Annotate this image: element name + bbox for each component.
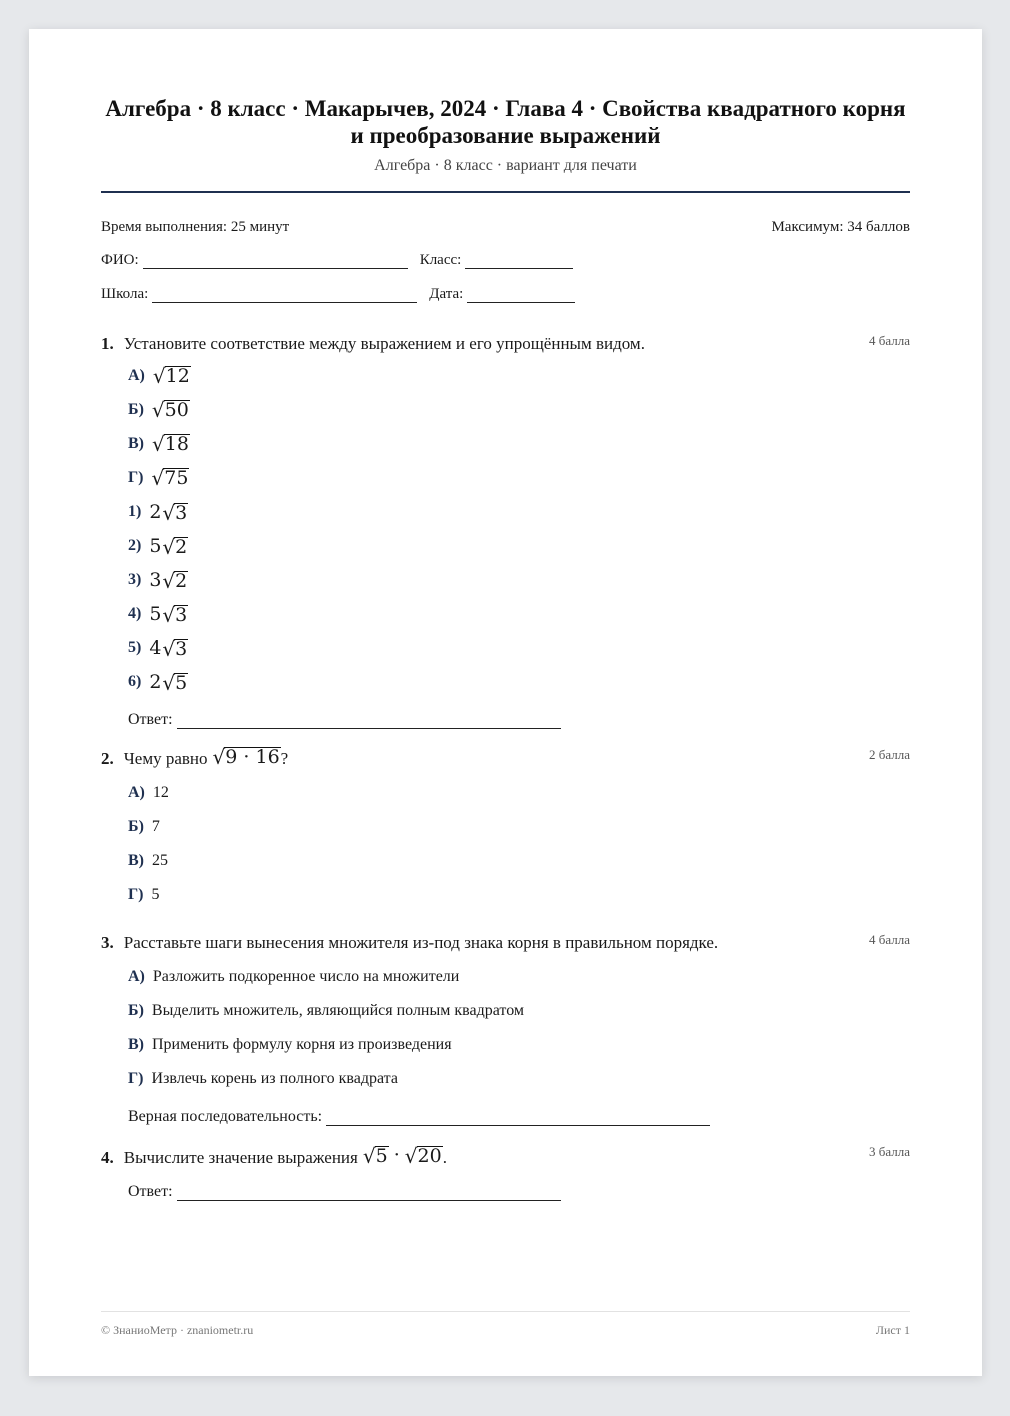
q1-option-2[interactable] bbox=[128, 529, 910, 563]
sqrt-expression: √ 75 bbox=[151, 466, 189, 490]
question-number: 3. bbox=[101, 933, 114, 952]
sqrt-expression: √ 3 bbox=[162, 501, 188, 525]
coefficient: 2 bbox=[149, 671, 162, 693]
option-label: 3) bbox=[128, 571, 142, 588]
q1-option-g[interactable] bbox=[128, 461, 910, 495]
question-points: 2 балла bbox=[869, 747, 910, 762]
radicand: 5 bbox=[175, 672, 188, 694]
question-text-end: . bbox=[442, 1148, 447, 1167]
worksheet-page bbox=[29, 29, 982, 1376]
q3-option-g[interactable] bbox=[128, 1062, 910, 1096]
q3-option-v[interactable] bbox=[128, 1028, 910, 1062]
date-label: Дата: bbox=[429, 286, 464, 302]
q4-answer-row bbox=[128, 1171, 910, 1201]
footer-sheet-number: Лист 1 bbox=[875, 1323, 910, 1337]
class-field[interactable] bbox=[465, 254, 573, 269]
radicand: 18 bbox=[164, 433, 189, 455]
option-label: 4) bbox=[128, 605, 142, 622]
option-label: 1) bbox=[128, 503, 142, 520]
coefficient: 4 bbox=[149, 637, 162, 659]
question-points: 4 балла bbox=[869, 932, 910, 947]
q1-option-v[interactable] bbox=[128, 427, 910, 461]
coefficient: 3 bbox=[149, 569, 162, 591]
radicand: 2 bbox=[175, 570, 188, 592]
fio-field[interactable] bbox=[143, 254, 408, 269]
q1-option-1[interactable] bbox=[128, 495, 910, 529]
q2-option-a[interactable] bbox=[128, 776, 910, 810]
meta-row bbox=[101, 218, 910, 236]
question-points: 3 балла bbox=[869, 1144, 910, 1159]
header-divider bbox=[101, 191, 910, 193]
sqrt-expression: √ 50 bbox=[151, 398, 189, 422]
question-points: 4 балла bbox=[869, 333, 910, 348]
q1-option-6[interactable] bbox=[128, 665, 910, 699]
option-label: Г) bbox=[128, 886, 144, 903]
q2-option-g[interactable] bbox=[128, 878, 910, 912]
option-text: 25 bbox=[152, 852, 168, 869]
coefficient: 5 bbox=[149, 603, 162, 625]
q1-option-b[interactable] bbox=[128, 393, 910, 427]
option-label: В) bbox=[128, 435, 144, 452]
option-label: В) bbox=[128, 852, 144, 869]
radicand: 50 bbox=[164, 399, 189, 421]
option-text: Применить формулу корня из произведения bbox=[152, 1036, 452, 1053]
radicand: 12 bbox=[165, 365, 190, 387]
question-text: Установите соответствие между выражением и его упрощённым видом. bbox=[123, 334, 645, 353]
option-text: 7 bbox=[151, 818, 160, 835]
sqrt-expression: √ 2 bbox=[162, 535, 188, 559]
option-label: А) bbox=[128, 784, 145, 801]
q3-option-a[interactable] bbox=[128, 960, 910, 994]
question-text: Чему равно bbox=[123, 749, 208, 768]
radicand: 3 bbox=[175, 638, 188, 660]
question-3 bbox=[101, 932, 910, 1126]
page-title: Алгебра · 8 класс · Макарычев, 2024 · Глава 4 · Свойства квадратного корня и преобразование выражений bbox=[105, 96, 906, 148]
school-label: Школа: bbox=[101, 286, 149, 302]
sqrt-expression: √ 2 bbox=[162, 569, 188, 593]
multiply-dot: · bbox=[393, 1144, 400, 1166]
option-text: Разложить подкоренное число на множители bbox=[152, 968, 460, 985]
option-label: Б) bbox=[128, 818, 144, 835]
coefficient: 5 bbox=[149, 535, 162, 557]
radicand: 2 bbox=[175, 536, 188, 558]
q1-option-a[interactable] bbox=[128, 359, 910, 393]
option-text: 12 bbox=[152, 784, 169, 801]
q1-option-5[interactable] bbox=[128, 631, 910, 665]
fio-label: ФИО: bbox=[101, 252, 139, 268]
school-date-row bbox=[101, 285, 910, 303]
question-2 bbox=[101, 747, 910, 912]
page-subtitle: Алгебра · 8 класс · вариант для печати bbox=[374, 157, 637, 174]
q1-options bbox=[128, 359, 910, 699]
page-footer bbox=[101, 1311, 910, 1338]
option-label: 5) bbox=[128, 639, 142, 656]
q2-options bbox=[128, 776, 910, 912]
max-score: Максимум: 34 баллов bbox=[771, 219, 910, 235]
option-label: А) bbox=[128, 968, 145, 985]
sqrt-expression: √ 12 bbox=[152, 364, 190, 388]
footer-copyright: © ЗнаниоМетр · znaniometr.ru bbox=[101, 1323, 254, 1337]
option-label: Б) bbox=[128, 401, 144, 418]
sqrt-expression: √ 5 bbox=[162, 671, 188, 695]
answer-label: Верная последовательность: bbox=[128, 1108, 323, 1125]
q2-option-b[interactable] bbox=[128, 810, 910, 844]
school-field[interactable] bbox=[152, 288, 417, 303]
q1-answer-field[interactable] bbox=[177, 714, 561, 729]
sqrt-expression: √ 20 bbox=[404, 1144, 442, 1168]
answer-label: Ответ: bbox=[128, 1183, 173, 1200]
option-label: В) bbox=[128, 1036, 144, 1053]
option-label: 6) bbox=[128, 673, 142, 690]
sqrt-expression: √ 9 · 16 bbox=[212, 745, 280, 769]
q3-answer-row bbox=[128, 1096, 910, 1126]
option-text: Извлечь корень из полного квадрата bbox=[151, 1070, 398, 1087]
option-label: Г) bbox=[128, 469, 144, 486]
question-number: 2. bbox=[101, 749, 114, 768]
question-1 bbox=[101, 333, 910, 729]
q1-option-3[interactable] bbox=[128, 563, 910, 597]
coefficient: 2 bbox=[149, 501, 162, 523]
radicand: 5 bbox=[375, 1145, 388, 1167]
option-label: Г) bbox=[128, 1070, 144, 1087]
q3-option-b[interactable] bbox=[128, 994, 910, 1028]
option-label: А) bbox=[128, 367, 145, 384]
date-field[interactable] bbox=[467, 288, 575, 303]
class-label: Класс: bbox=[419, 252, 462, 268]
question-4 bbox=[101, 1144, 910, 1201]
fio-class-row bbox=[101, 251, 910, 269]
option-label: Б) bbox=[128, 1002, 144, 1019]
q2-option-v[interactable] bbox=[128, 844, 910, 878]
question-number: 1. bbox=[101, 334, 114, 353]
sqrt-expression: √ 5 bbox=[362, 1144, 388, 1168]
radicand: 20 bbox=[417, 1145, 442, 1167]
q3-options bbox=[128, 960, 910, 1096]
q3-answer-field[interactable] bbox=[326, 1111, 710, 1126]
radicand: 75 bbox=[164, 467, 189, 489]
sqrt-expression: √ 18 bbox=[152, 432, 189, 456]
option-text: Выделить множитель, являющийся полным квадратом bbox=[151, 1002, 525, 1019]
question-text-end: ? bbox=[280, 749, 289, 768]
answer-label: Ответ: bbox=[128, 711, 173, 728]
sqrt-expression: √ 3 bbox=[162, 603, 188, 627]
radicand: 3 bbox=[175, 502, 188, 524]
question-number: 4. bbox=[101, 1148, 114, 1167]
radicand: 3 bbox=[175, 604, 188, 626]
option-label: 2) bbox=[128, 537, 142, 554]
option-text: 5 bbox=[151, 886, 160, 903]
radicand: 9 · 16 bbox=[225, 746, 280, 768]
sqrt-expression: √ 3 bbox=[162, 637, 188, 661]
q4-answer-field[interactable] bbox=[177, 1186, 561, 1201]
q1-answer-row bbox=[128, 699, 910, 729]
question-text: Расставьте шаги вынесения множителя из-под знака корня в правильном порядке. bbox=[123, 933, 719, 952]
time-limit: Время выполнения: 25 минут bbox=[101, 219, 290, 235]
q1-option-4[interactable] bbox=[128, 597, 910, 631]
question-text: Вычислите значение выражения bbox=[123, 1148, 358, 1167]
